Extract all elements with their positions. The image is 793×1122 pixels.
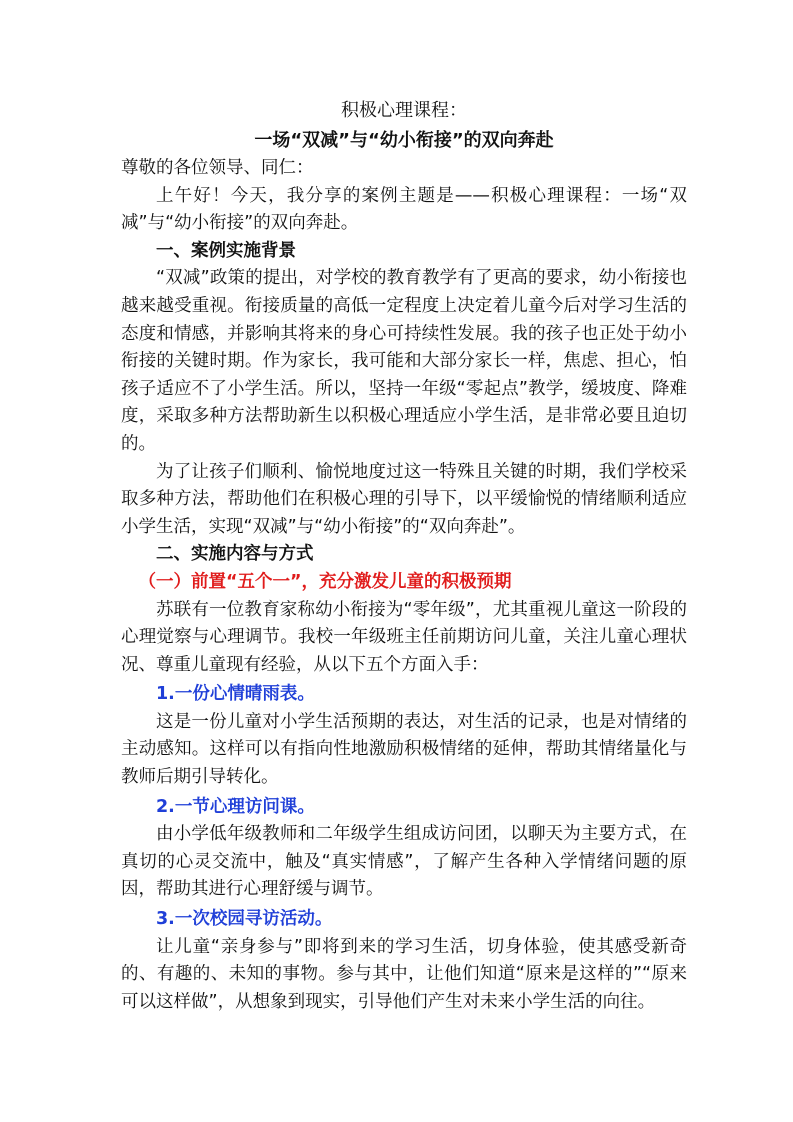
section1-paragraph1: “双减”政策的提出，对学校的教育教学有了更高的要求，幼小衔接也越来越受重视。衔接质量的高低一定程度上决定着儿童今后对学习生活的态度和情感，并影响其将来的身心可持续性发展。我的孩子也正处于幼小衔接的关键时期。作为家长，我可能和大部分家长一样，焦虑、担心，怕孩子适应不了小学生活。所以，坚持一年级“零起点”教学，缓坡度、降难度，采取多种方法帮助新生以积极心理适应小学生活，是非常必要且迫切的。 [121, 268, 687, 454]
item2-paragraph: 由小学低年级教师和二年级学生组成访问团，以聊天为主要方式，在真切的心灵交流中，触及“真实情感”，了解产生各种入学情绪问题的原因，帮助其进行心理舒缓与调节。 [121, 824, 687, 900]
intro-paragraph: 上午好！今天，我分享的案例主题是——积极心理课程：一场“双减”与“幼小衔接”的双向奔赴。 [121, 185, 687, 234]
document-title-line1: 积极心理课程： [341, 100, 467, 121]
section1-heading: 一、案例实施背景 [156, 240, 296, 261]
section1-paragraph2: 为了让孩子们顺利、愉悦地度过这一特殊且关键的时期，我们学校采取多种方法，帮助他们在积极心理的引导下，以平缓愉悦的情绪顺利适应小学生活，实现“双减”与“幼小衔接”的“双向奔赴”。 [121, 461, 687, 537]
section2-heading: 二、实施内容与方式 [156, 544, 314, 565]
document-page [121, 96, 687, 1016]
item2-heading: 2.一节心理访问课。 [156, 796, 315, 817]
subsection1-heading: （一）前置“五个一”，充分激发儿童的积极预期 [138, 571, 512, 592]
salutation: 尊敬的各位领导、同仁： [121, 158, 314, 178]
item3-heading: 3.一次校园寻访活动。 [156, 909, 333, 930]
subsection1-paragraph: 苏联有一位教育家称幼小衔接为“零年级”，尤其重视儿童这一阶段的心理觉察与心理调节。我校一年级班主任前期访问儿童，关注儿童心理状况、尊重儿童现有经验，从以下五个方面入手： [121, 599, 687, 675]
item1-paragraph: 这是一份儿童对小学生活预期的表达，对生活的记录，也是对情绪的主动感知。这样可以有指向性地激励积极情绪的延伸，帮助其情绪量化与教师后期引导转化。 [121, 711, 687, 788]
item1-heading: 1.一份心情晴雨表。 [156, 684, 315, 705]
document-title-line2: 一场“双减”与“幼小衔接”的双向奔赴 [254, 130, 554, 151]
item3-paragraph: 让儿童“亲身参与”即将到来的学习生活，切身体验，使其感受新奇的、有趣的、未知的事物。参与其中，让他们知道“原来是这样的”“原来可以这样做”，从想象到现实，引导他们产生对未来小学生活的向往。 [121, 936, 687, 1012]
